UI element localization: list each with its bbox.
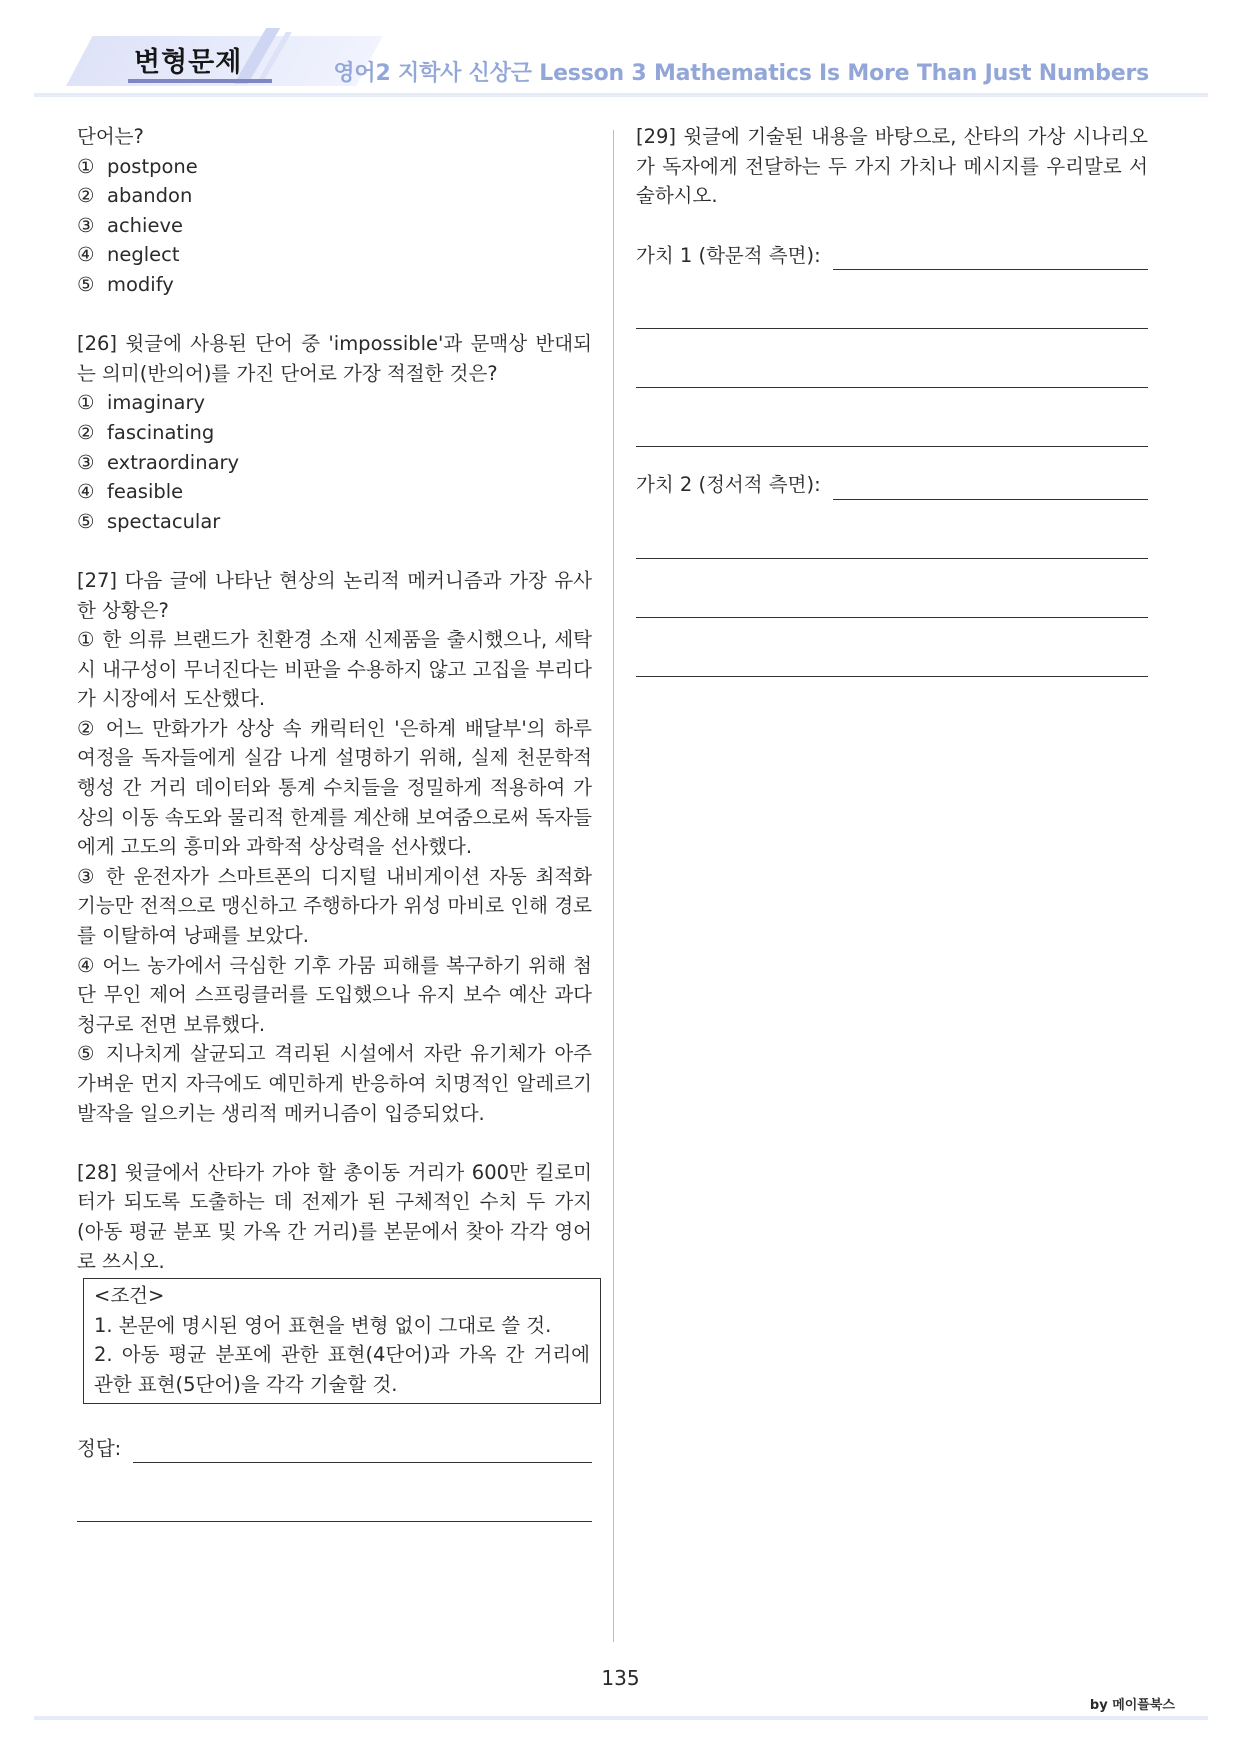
option[interactable]: ⑤ spectacular xyxy=(77,509,221,533)
option[interactable]: ② 어느 만화가가 상상 속 캐릭터인 '은하계 배달부'의 하루 여정을 독자들에게 실감 나게 설명하기 위해, 실제 천문학적 행성 간 거리 데이터와 통계 수치들을 정밀하게 적용하여 가상의 이동 속도와 물리적 한계를 계산해 보여줌으로써 독자들에게 고도의 흥미와 과학적 상상력을 선사했다. xyxy=(77,716,592,859)
spacer xyxy=(77,536,592,566)
question-29-stem: [29] 윗글에 기술된 내용을 바탕으로, 산타의 가상 시나리오가 독자에게 전달하는 두 가지 가치나 메시지를 우리말로 서술하시오. xyxy=(636,125,1148,208)
answer-label: 정답: xyxy=(77,1436,122,1460)
answer-blank[interactable] xyxy=(636,270,1148,329)
right-column xyxy=(636,122,1148,677)
question-25-stem: 단어는? xyxy=(77,125,144,148)
option[interactable]: ④ feasible xyxy=(77,480,184,504)
option[interactable]: ⑤ modify xyxy=(77,272,174,296)
question-27-stem: [27] 다음 글에 나타난 현상의 논리적 메커니즘과 가장 유사한 상황은? xyxy=(77,568,592,622)
spacer xyxy=(77,300,592,330)
answer-blank[interactable] xyxy=(77,1463,592,1522)
question-27 xyxy=(77,566,592,1128)
option[interactable]: ① 한 의류 브랜드가 친환경 소재 신제품을 출시했으나, 세탁 시 내구성이 무너진다는 비판을 수용하지 않고 고집을 부리다가 시장에서 도산했다. xyxy=(77,628,592,711)
question-26 xyxy=(77,329,592,536)
value-1-label: 가치 1 (학문적 측면): xyxy=(636,243,821,267)
publisher-byline: by 메이플북스 xyxy=(1089,1698,1175,1713)
condition-item: 2. 아동 평균 분포에 관한 표현(4단어)과 가옥 간 거리에 관한 표현(5단어)을 각각 기술할 것. xyxy=(94,1343,590,1396)
answer-blank[interactable] xyxy=(636,500,1148,559)
question-29 xyxy=(636,122,1148,677)
option[interactable]: ② abandon xyxy=(77,184,193,208)
condition-item: 1. 본문에 명시된 영어 표현을 변형 없이 그대로 쓸 것. xyxy=(94,1313,552,1337)
option[interactable]: ③ extraordinary xyxy=(77,450,240,474)
spacer xyxy=(636,211,1148,241)
condition-box xyxy=(83,1278,601,1403)
value-1-line[interactable] xyxy=(636,241,1148,271)
column-divider xyxy=(613,130,614,1642)
spacer xyxy=(636,447,1148,470)
option[interactable]: ④ 어느 농가에서 극심한 기후 가뭄 피해를 복구하기 위해 첨단 무인 제어 스프링클러를 도입했으나 유지 보수 예산 과다 청구로 전면 보류했다. xyxy=(77,953,592,1036)
answer-blank[interactable] xyxy=(636,559,1148,618)
header-badge: 변형문제 xyxy=(134,47,243,78)
answer-blank[interactable] xyxy=(636,388,1148,447)
condition-title: <조건> xyxy=(94,1284,165,1308)
footer-rule xyxy=(34,1716,1208,1720)
header-badge-underline xyxy=(128,79,272,83)
page-number: 135 xyxy=(601,1666,640,1690)
question-28 xyxy=(77,1158,592,1522)
option[interactable]: ⑤ 지나치게 살균되고 격리된 시설에서 자란 유기체가 아주 가벼운 먼지 자극에도 예민하게 반응하여 치명적인 알레르기 발작을 일으키는 생리적 메커니즘이 입증되었다. xyxy=(77,1042,592,1125)
spacer xyxy=(77,1128,592,1158)
question-26-stem: [26] 윗글에 사용된 단어 중 'impossible'과 문맥상 반대되는 의미(반의어)를 가진 단어로 가장 적절한 것은? xyxy=(77,332,592,385)
left-column xyxy=(77,122,592,1522)
answer-blank[interactable] xyxy=(833,478,1148,500)
option[interactable]: ③ achieve xyxy=(77,213,183,237)
option[interactable]: ① imaginary xyxy=(77,391,206,415)
option[interactable]: ② fascinating xyxy=(77,420,215,444)
answer-blank[interactable] xyxy=(833,248,1148,270)
header-rule xyxy=(34,93,1208,97)
option[interactable]: ④ neglect xyxy=(77,243,180,267)
answer-line[interactable] xyxy=(77,1434,592,1464)
header-title: 영어2 지학사 신상근 Lesson 3 Mathematics Is More Than Just Numbers xyxy=(333,61,1149,86)
answer-blank[interactable] xyxy=(636,618,1148,677)
question-28-stem: [28] 윗글에서 산타가 가야 할 총이동 거리가 600만 킬로미터가 되도록 도출하는 데 전제가 된 구체적인 수치 두 가지(아동 평균 분포 및 가옥 간 거리)를 본문에서 찾아 각각 영어로 쓰시오. xyxy=(77,1160,592,1273)
answer-blank[interactable] xyxy=(133,1441,592,1463)
question-25 xyxy=(77,122,592,300)
value-2-line[interactable] xyxy=(636,470,1148,500)
answer-blank[interactable] xyxy=(636,329,1148,388)
value-2-label: 가치 2 (정서적 측면): xyxy=(636,473,821,497)
spacer xyxy=(77,1404,592,1434)
option[interactable]: ① postpone xyxy=(77,154,198,178)
option[interactable]: ③ 한 운전자가 스마트폰의 디지털 내비게이션 자동 최적화 기능만 전적으로 맹신하고 주행하다가 위성 마비로 인해 경로를 이탈하여 낭패를 보았다. xyxy=(77,864,592,948)
